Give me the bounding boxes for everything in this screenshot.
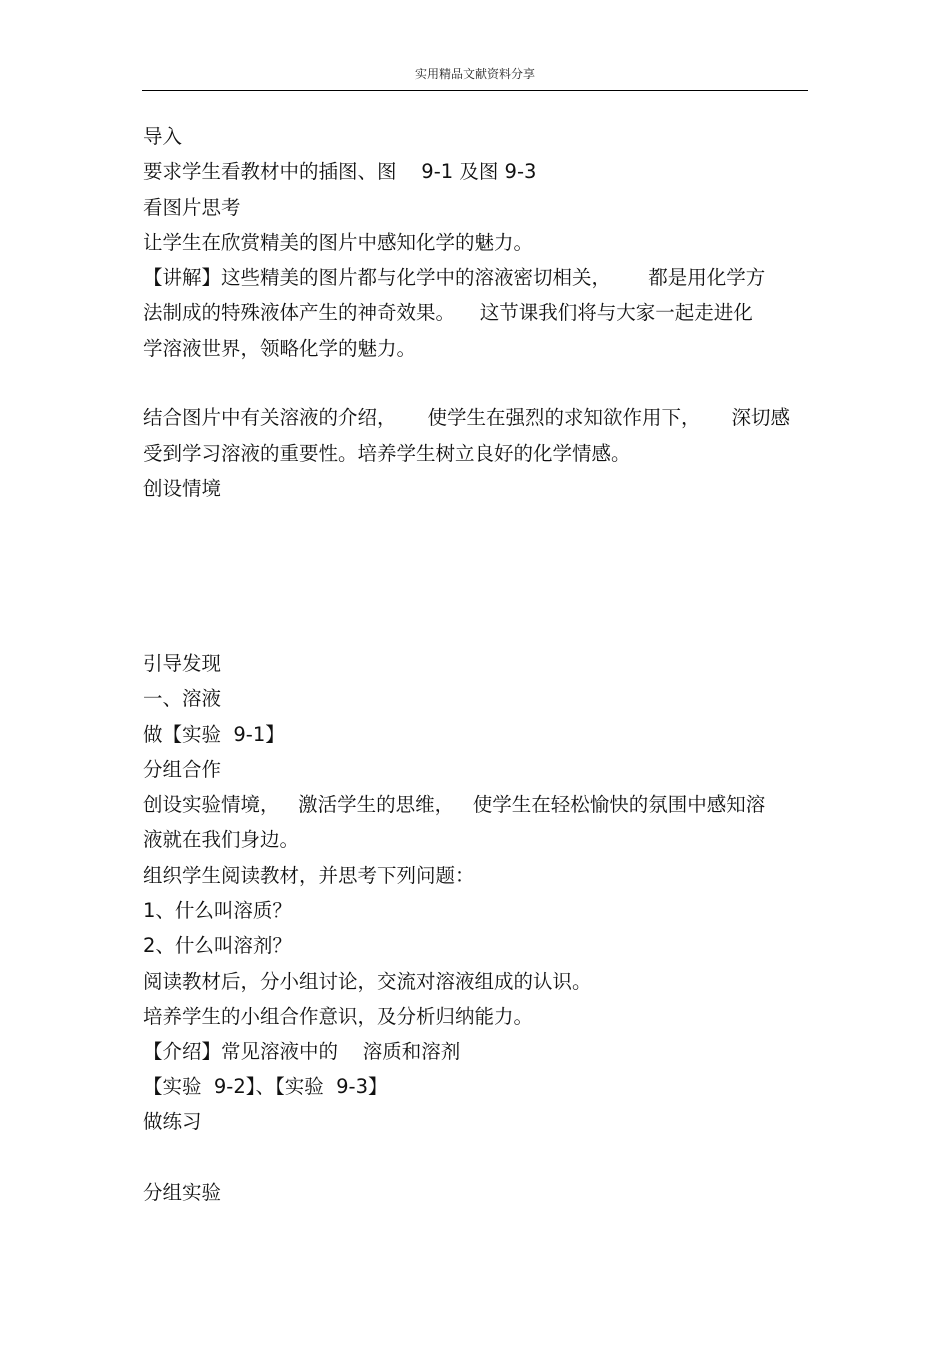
text-line: 2、什么叫溶剂？ bbox=[143, 934, 292, 957]
text-line: 要求学生看教材中的插图、图 9-1 及图 9-3 bbox=[143, 160, 537, 183]
text-line: 一、溶液 bbox=[143, 687, 222, 710]
text-line: 法制成的特殊液体产生的神奇效果。 这节课我们将与大家一起走进化 bbox=[143, 301, 753, 324]
text-line: 【实验 9-2】、【实验 9-3】 bbox=[143, 1075, 388, 1098]
header-divider bbox=[142, 90, 808, 91]
text-line: 结合图片中有关溶液的介绍， 使学生在强烈的求知欲作用下， 深切感 bbox=[143, 406, 790, 429]
text-line: 1、什么叫溶质？ bbox=[143, 899, 292, 922]
text-line: 受到学习溶液的重要性。培养学生树立良好的化学情感。 bbox=[143, 442, 631, 465]
text-line: 创设实验情境， 激活学生的思维， 使学生在轻松愉快的氛围中感知溶 bbox=[143, 793, 766, 816]
text-line: 创设情境 bbox=[143, 477, 222, 500]
text-line: 引导发现 bbox=[143, 652, 222, 675]
text-line: 液就在我们身边。 bbox=[143, 828, 300, 851]
text-line: 分组合作 bbox=[143, 758, 222, 781]
text-line: 培养学生的小组合作意识，及分析归纳能力。 bbox=[143, 1005, 534, 1028]
text-line: 让学生在欣赏精美的图片中感知化学的魅力。 bbox=[143, 231, 534, 254]
text-line: 学溶液世界，领略化学的魅力。 bbox=[143, 337, 417, 360]
page-header: 实用精品文献资料分享 bbox=[414, 67, 535, 81]
text-line: 【介绍】常见溶液中的 溶质和溶剂 bbox=[143, 1040, 461, 1063]
text-line: 导入 bbox=[143, 125, 183, 148]
text-line: 做练习 bbox=[143, 1110, 202, 1133]
text-line: 分组实验 bbox=[143, 1181, 222, 1204]
text-line: 组织学生阅读教材，并思考下列问题： bbox=[143, 864, 475, 887]
text-line: 【讲解】这些精美的图片都与化学中的溶液密切相关， 都是用化学方 bbox=[143, 266, 766, 289]
text-line: 看图片思考 bbox=[143, 196, 241, 219]
text-line: 阅读教材后，分小组讨论，交流对溶液组成的认识。 bbox=[143, 970, 592, 993]
text-line: 做【实验 9-1】 bbox=[143, 723, 285, 746]
